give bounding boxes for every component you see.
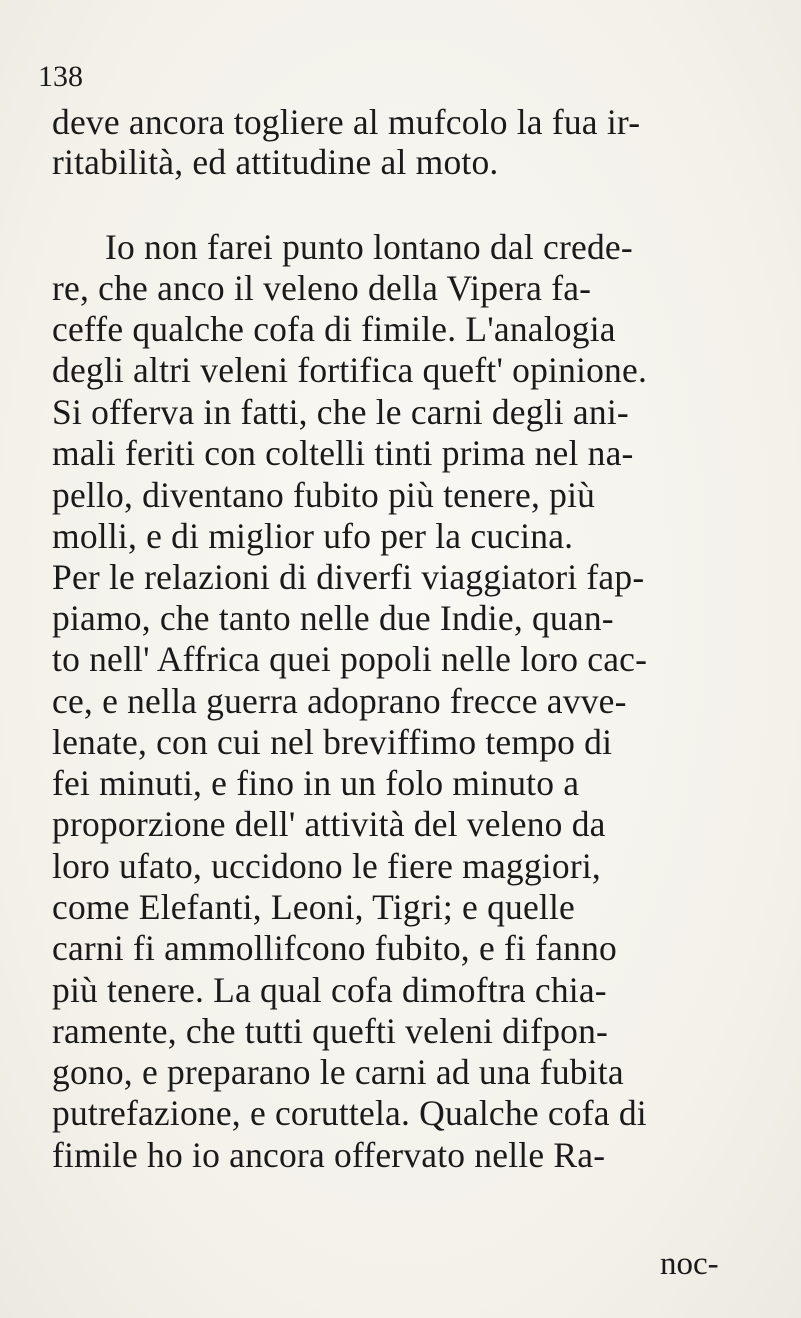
text-line: piamo, che tanto nelle due Indie, quan- <box>52 598 614 638</box>
text-line: loro ufato, uccidono le fiere maggiori, <box>52 846 601 886</box>
text-line: Si offerva in fatti, che le carni degli ani- <box>52 392 629 432</box>
text-line: gono, e preparano le carni ad una fubita <box>52 1052 624 1092</box>
text-line: pello, diventano fubito più tenere, più <box>52 475 596 515</box>
catchword: noc- <box>660 1246 719 1282</box>
text-line: re, che anco il veleno della Vipera fa- <box>52 268 592 308</box>
text-line: come Elefanti, Leoni, Tigri; e quelle <box>52 887 576 927</box>
text-line: proporzione dell' attività del veleno da <box>52 804 606 844</box>
text-line: più tenere. La qual cofa dimoftra chia- <box>52 970 607 1010</box>
text-line: fei minuti, e fino in un folo minuto a <box>52 763 580 803</box>
text-line: Per le relazioni di diverfi viaggiatori fap- <box>52 557 645 597</box>
text-line: to nell' Affrica quei popoli nelle loro cac- <box>52 639 648 679</box>
text-line: carni fi ammollifcono fubito, e fi fanno <box>52 928 617 968</box>
text-line: deve ancora togliere al mufcolo la fua ir- <box>52 102 641 142</box>
text-line: ramente, che tutti quefti veleni difpon- <box>52 1011 609 1051</box>
text-line: putrefazione, e coruttela. Qualche cofa di <box>52 1093 647 1133</box>
text-line: fimile ho io ancora offervato nelle Ra- <box>52 1135 606 1175</box>
text-line: Io non farei punto lontano dal crede- <box>105 227 633 267</box>
text-line: ce, e nella guerra adoprano frecce avve- <box>52 681 627 721</box>
text-line: ritabilità, ed attitudine al moto. <box>52 142 499 182</box>
text-line: ceffe qualche cofa di fimile. L'analogia <box>52 309 616 349</box>
text-line: mali feriti con coltelli tinti prima nel na- <box>52 433 634 473</box>
text-line: molli, e di miglior ufo per la cucina. <box>52 516 574 556</box>
text-line: lenate, con cui nel breviffimo tempo di <box>52 722 613 762</box>
page-number: 138 <box>38 60 83 93</box>
text-line: degli altri veleni fortifica queft' opinione. <box>52 350 648 390</box>
